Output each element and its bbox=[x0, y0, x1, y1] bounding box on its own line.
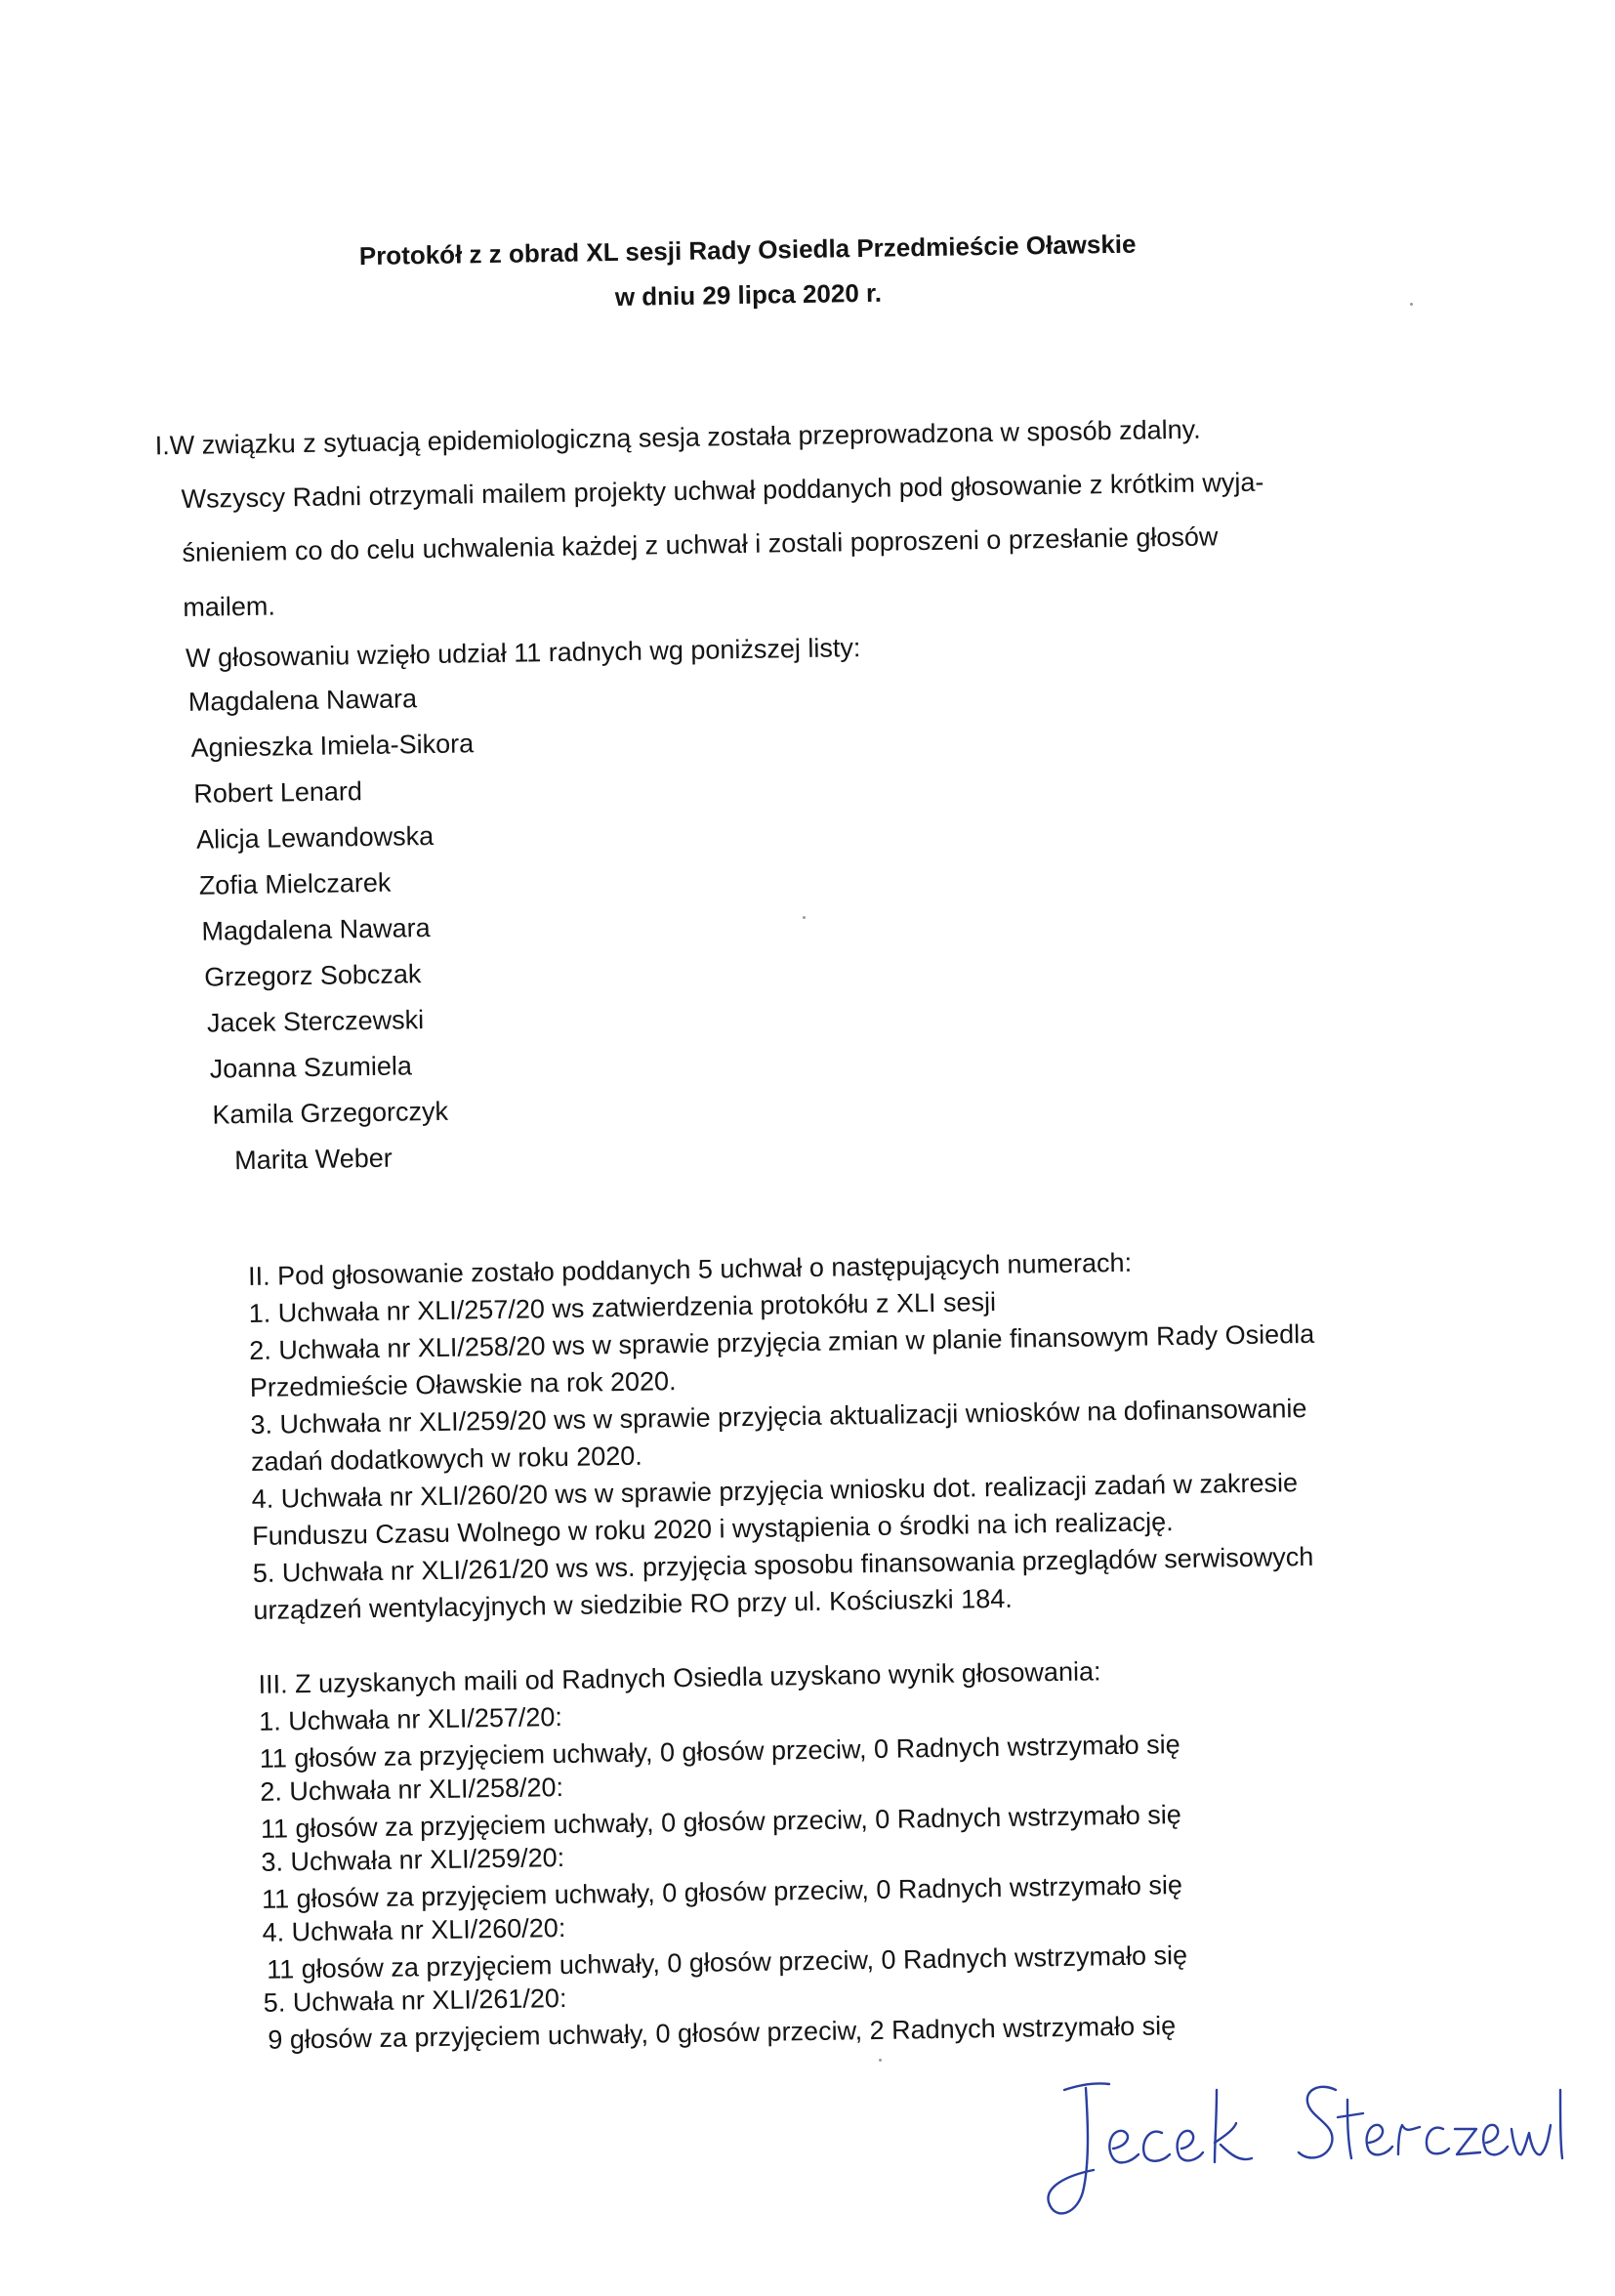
section2-line: 1. Uchwała nr XLI/257/20 ws zatwierdzenia protokółu z XLI sesji bbox=[248, 1286, 997, 1329]
scan-speck bbox=[1410, 303, 1413, 306]
section3-line: 4. Uchwała nr XLI/260/20: bbox=[262, 1912, 566, 1947]
section2-line: 4. Uchwała nr XLI/260/20 ws w sprawie przyjęcia wniosku dot. realizacji zadań w zakresie bbox=[251, 1468, 1299, 1514]
handwritten-signature bbox=[1025, 2061, 1572, 2236]
member-name: Robert Lenard bbox=[193, 776, 363, 809]
section2-line: II. Pod głosowanie zostało poddanych 5 uchwał o następujących numerach: bbox=[247, 1247, 1133, 1292]
section3-line: 3. Uchwała nr XLI/259/20: bbox=[261, 1843, 565, 1877]
section2-line: Funduszu Czasu Wolnego w roku 2020 i wystąpienia o środki na ich realizację. bbox=[252, 1507, 1174, 1551]
scan-speck bbox=[879, 2059, 882, 2062]
section3-line: 5. Uchwała nr XLI/261/20: bbox=[263, 1983, 567, 2018]
member-name: Jacek Sterczewski bbox=[206, 1005, 425, 1038]
member-name: Magdalena Nawara bbox=[201, 913, 431, 946]
section2-line: Przedmieście Oławskie na rok 2020. bbox=[249, 1366, 677, 1402]
member-name: Alicja Lewandowska bbox=[195, 820, 435, 855]
member-name: Magdalena Nawara bbox=[187, 684, 418, 717]
section3-line: 11 głosów za przyjęciem uchwały, 0 głosów przeciw, 0 Radnych wstrzymało się bbox=[259, 1730, 1180, 1774]
document-title bbox=[220, 219, 1275, 325]
section2-line: 2. Uchwała nr XLI/258/20 ws w sprawie przyjęcia zmian w planie finansowym Rady Osiedla bbox=[249, 1318, 1315, 1366]
section2-line: 3. Uchwała nr XLI/259/20 ws w sprawie przyjęcia aktualizacji wniosków na dofinansowanie bbox=[250, 1394, 1307, 1440]
member-name: Grzegorz Sobczak bbox=[204, 959, 422, 992]
section2-line: 5. Uchwała nr XLI/261/20 ws ws. przyjęcia sposobu finansowania przeglądów serwisowych bbox=[252, 1541, 1314, 1588]
title-line-2: w dniu 29 lipca 2020 r. bbox=[614, 277, 883, 312]
section1-line: Wszyscy Radni otrzymali mailem projekty uchwał poddanych pod głosowanie z krótkim wyja- bbox=[181, 467, 1264, 514]
member-name: Joanna Szumiela bbox=[209, 1051, 413, 1084]
section1-line: W głosowaniu wzięło udział 11 radnych wg poniższej listy: bbox=[185, 633, 861, 673]
section3-line: III. Z uzyskanych maili od Radnych Osiedla uzyskano wynik głosowania: bbox=[258, 1656, 1101, 1699]
scan-speck bbox=[803, 916, 806, 919]
title-line-1: Protokół z z obrad XL sesji Rady Osiedla Przedmieście Oławskie bbox=[358, 229, 1137, 271]
member-name: Agnieszka Imiela-Sikora bbox=[190, 729, 475, 763]
section3-line: 2. Uchwała nr XLI/258/20: bbox=[260, 1773, 564, 1807]
section2-line: zadań dodatkowych w roku 2020. bbox=[250, 1440, 643, 1477]
section3-line: 1. Uchwała nr XLI/257/20: bbox=[259, 1702, 563, 1736]
section2-line: urządzeń wentylacyjnych w siedzibie RO przy ul. Kościuszki 184. bbox=[253, 1583, 1013, 1625]
section1-line: I.W związku z sytuacją epidemiologiczną sesja została przeprowadzona w sposób zdalny. bbox=[154, 414, 1201, 461]
section3-line: 11 głosów za przyjęciem uchwały, 0 głosów przeciw, 0 Radnych wstrzymało się bbox=[261, 1870, 1183, 1914]
member-name: Marita Weber bbox=[233, 1143, 393, 1176]
member-name: Zofia Mielczarek bbox=[198, 867, 392, 900]
section3-line: 11 głosów za przyjęciem uchwały, 0 głosów przeciw, 0 Radnych wstrzymało się bbox=[267, 1940, 1188, 1984]
member-name: Kamila Grzegorczyk bbox=[212, 1096, 449, 1130]
section1-line: mailem. bbox=[183, 591, 276, 622]
section3-line: 9 głosów za przyjęciem uchwały, 0 głosów przeciw, 2 Radnych wstrzymało się bbox=[268, 2011, 1177, 2055]
section1-line: śnieniem co do celu uchwalenia każdej z uchwał i zostali poproszeni o przesłanie głosów bbox=[182, 522, 1219, 567]
section3-line: 11 głosów za przyjęciem uchwały, 0 głosów przeciw, 0 Radnych wstrzymało się bbox=[260, 1800, 1181, 1844]
